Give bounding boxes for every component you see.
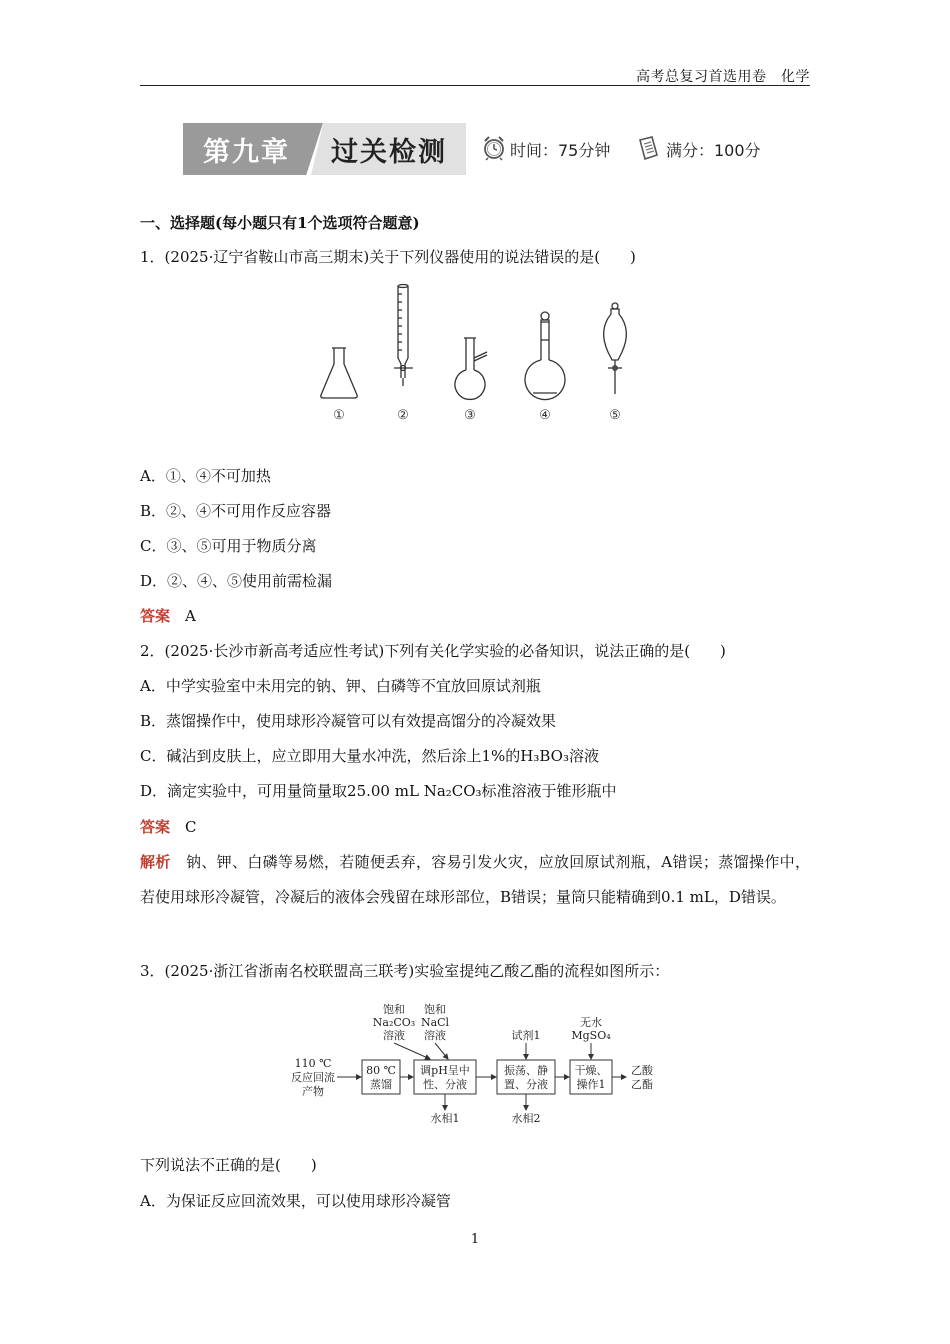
q2-stem: 2．(2025·长沙市新高考适应性考试)下列有关化学实验的必备知识，说法正确的是( ) — [140, 642, 726, 660]
end-line-1: 乙酸 — [631, 1064, 653, 1077]
reagent2-line-2: NaCl — [420, 1016, 450, 1029]
q2-option-d: D．滴定实验中，可用量筒量取25.00 mL Na₂CO₃标准溶液于锥形瓶中 — [140, 782, 617, 800]
label-3: ③ — [464, 408, 476, 423]
box1-line-1: 80 ℃ — [366, 1064, 396, 1077]
q2-option-b: B．蒸馏操作中，使用球形冷凝管可以有效提高馏分的冷凝效果 — [140, 712, 557, 730]
start-line-2: 反应回流 — [291, 1071, 335, 1084]
q3-stem: 3．(2025·浙江省浙南名校联盟高三联考)实验室提纯乙酸乙酯的流程如图所示： — [140, 962, 670, 980]
label-1: ① — [333, 408, 345, 423]
chapter-banner — [183, 123, 466, 175]
box1-line-2: 蒸馏 — [370, 1078, 392, 1091]
out1: 水相1 — [430, 1112, 460, 1125]
answer-label: 答案 — [140, 818, 171, 836]
reagent4-line-2: MgSO₄ — [571, 1029, 611, 1042]
answer-value: A — [185, 607, 196, 625]
chapter-label: 第九章 — [203, 137, 290, 168]
box3-line-1: 振荡、静 — [504, 1064, 548, 1077]
box3-line-2: 置、分液 — [504, 1078, 548, 1091]
q3-option-a: A．为保证反应回流效果，可以使用球形冷凝管 — [140, 1192, 451, 1210]
flowchart — [290, 998, 670, 1133]
separatory-funnel-icon — [604, 303, 627, 394]
label-5: ⑤ — [609, 408, 621, 423]
reagent1-line-2: Na₂CO₃ — [372, 1016, 416, 1029]
analysis-text: 钠、钾、白磷等易燃，若随便丢弃，容易引发火灾，应放回原试剂瓶，A错误；蒸馏操作中，若使用球形冷凝管，冷凝后的液体会残留在球形部位，B错误；量筒只能精确到0.1 mL，D错误。 — [140, 853, 810, 906]
box4-line-2: 操作1 — [576, 1078, 606, 1091]
label-2: ② — [397, 408, 409, 423]
start-line-3: 产物 — [302, 1085, 324, 1098]
test-paper-icon — [636, 135, 660, 161]
reagent1-line-3: 溶液 — [383, 1029, 405, 1042]
exam-score: 满分：100分 — [666, 141, 761, 160]
alarm-clock-icon — [482, 135, 506, 161]
banner-title: 过关检测 — [331, 137, 447, 168]
q2-analysis — [140, 845, 810, 915]
q3-question: 下列说法不正确的是( ) — [140, 1156, 317, 1174]
answer-value: C — [185, 818, 197, 836]
q2-option-a: A．中学实验室中未用完的钠、钾、白磷等不宜放回原试剂瓶 — [140, 677, 541, 695]
q2-answer — [140, 816, 197, 838]
end-line-2: 乙酯 — [631, 1078, 653, 1091]
box2-line-1: 调pH呈中 — [420, 1064, 470, 1077]
running-header: 高考总复习首选用卷 化学 — [636, 69, 810, 85]
label-4: ④ — [539, 408, 551, 423]
q1-option-b: B．②、④不可用作反应容器 — [140, 502, 332, 520]
q1-option-d: D．②、④、⑤使用前需检漏 — [140, 572, 333, 590]
conical-flask-icon — [321, 348, 357, 398]
start-line-1: 110 ℃ — [294, 1057, 332, 1070]
q1-answer — [140, 605, 196, 627]
header-rule — [140, 85, 810, 86]
reagent4-line-1: 无水 — [580, 1016, 602, 1029]
page-number: 1 — [470, 1232, 480, 1247]
analysis-label: 解析 — [140, 853, 171, 871]
reagent3-line-1: 试剂1 — [511, 1029, 541, 1042]
exam-time: 时间：75分钟 — [510, 141, 611, 160]
volumetric-flask-icon — [525, 312, 565, 400]
q2-option-c: C．碱沾到皮肤上，应立即用大量水冲洗，然后涂上1%的H₃BO₃溶液 — [140, 747, 599, 765]
burette-icon — [394, 285, 413, 387]
out2: 水相2 — [511, 1112, 541, 1125]
box2-line-2: 性、分液 — [423, 1078, 467, 1091]
box4-line-1: 干燥、 — [574, 1064, 608, 1077]
q1-stem: 1．(2025·辽宁省鞍山市高三期末)关于下列仪器使用的说法错误的是( ) — [140, 248, 636, 266]
section-heading: 一、选择题(每小题只有1个选项符合题意) — [140, 214, 420, 232]
q1-option-c: C．③、⑤可用于物质分离 — [140, 537, 317, 555]
reagent2-line-1: 饱和 — [424, 1003, 446, 1016]
apparatus-figure — [310, 282, 640, 424]
reagent2-line-3: 溶液 — [424, 1029, 446, 1042]
q1-option-a: A．①、④不可加热 — [140, 467, 271, 485]
distilling-flask-icon — [455, 338, 487, 399]
reagent1-line-1: 饱和 — [383, 1003, 405, 1016]
answer-label: 答案 — [140, 607, 171, 625]
